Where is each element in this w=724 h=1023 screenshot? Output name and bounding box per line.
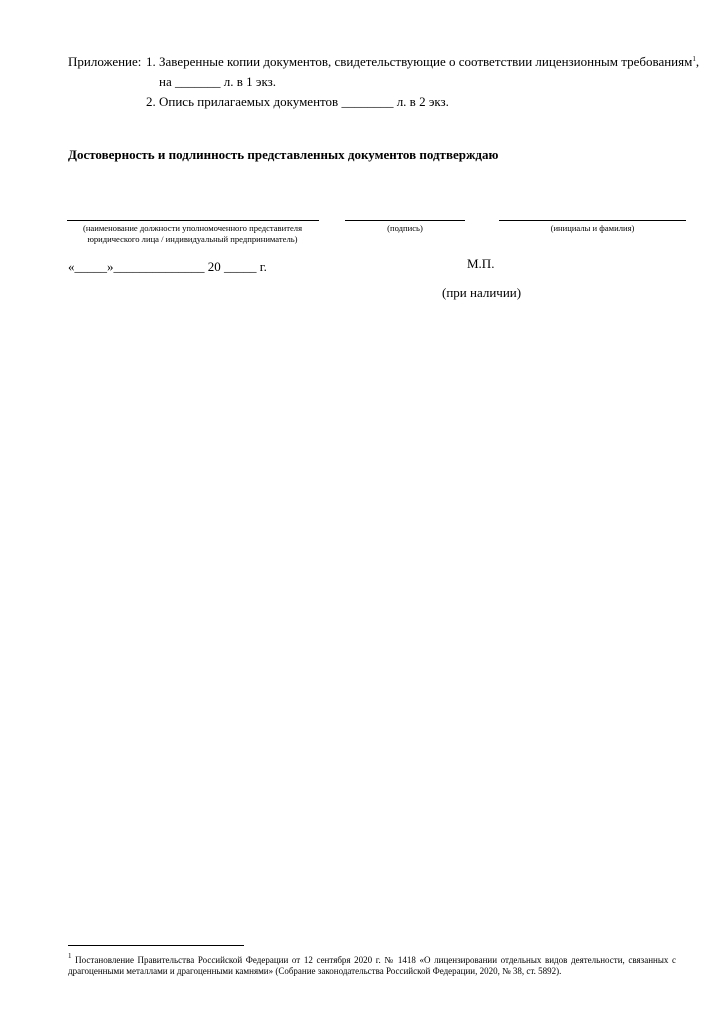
footnote-marker: 1 bbox=[68, 952, 72, 960]
stamp-note: (при наличии) bbox=[442, 285, 522, 300]
sheets-prefix: на bbox=[159, 74, 172, 89]
appendix-item-2 bbox=[146, 94, 449, 110]
signature-line bbox=[345, 220, 465, 221]
appendix-item-1-tail: , bbox=[695, 54, 700, 69]
appendix-item-1-sheets bbox=[159, 74, 276, 90]
position-caption-line-2: юридического лица / индивидуальный предприниматель) bbox=[87, 234, 298, 244]
name-signature-line bbox=[499, 220, 686, 221]
signature-caption: (подпись) bbox=[387, 223, 423, 233]
footnote-text: Постановление Правительства Российской Федерации от 12 сентября 2020 г. № 1418 «О лицензировании отдельных видов деятельности, связанных с драгоценными металлами и драгоценными камнями» (Собрание законодательства Российской Федерации, 2020, № 38, ст. 5892). bbox=[68, 955, 676, 976]
date-open-quote: « bbox=[68, 259, 75, 274]
sheets-suffix: л. в 1 экз. bbox=[223, 74, 276, 89]
sheets-count-blank: _______ bbox=[174, 74, 221, 89]
inventory-sheets-blank: ________ bbox=[341, 94, 394, 109]
appendix-label: Приложение: bbox=[68, 54, 142, 69]
date-line bbox=[68, 259, 267, 275]
position-caption bbox=[50, 223, 335, 245]
name-caption: (инициалы и фамилия) bbox=[550, 223, 635, 233]
inventory-sheets-suffix: л. в 2 экз. bbox=[396, 94, 449, 109]
appendix-item-1-text: 1. Заверенные копии документов, свидетельствующие о соответствии лицензионным требованиям bbox=[146, 54, 693, 69]
position-signature-line bbox=[67, 220, 319, 221]
date-close-quote: » bbox=[107, 259, 114, 274]
date-year-suffix: г. bbox=[259, 259, 267, 274]
date-year-prefix: 20 bbox=[207, 259, 221, 274]
date-month-blank: ______________ bbox=[113, 259, 205, 274]
stamp-label: М.П. bbox=[467, 256, 495, 271]
position-caption-line-1: (наименование должности уполномоченного представителя bbox=[82, 223, 303, 233]
footnote bbox=[68, 952, 676, 977]
date-day-blank: _____ bbox=[74, 259, 107, 274]
footnote-separator bbox=[68, 945, 244, 946]
footnote-reference: 1 bbox=[692, 55, 696, 63]
appendix-item-1 bbox=[146, 54, 699, 70]
confirmation-heading: Достоверность и подлинность представленных документов подтверждаю bbox=[68, 147, 499, 162]
appendix-item-2-text: 2. Опись прилагаемых документов bbox=[146, 94, 339, 109]
date-year-blank: _____ bbox=[224, 259, 257, 274]
